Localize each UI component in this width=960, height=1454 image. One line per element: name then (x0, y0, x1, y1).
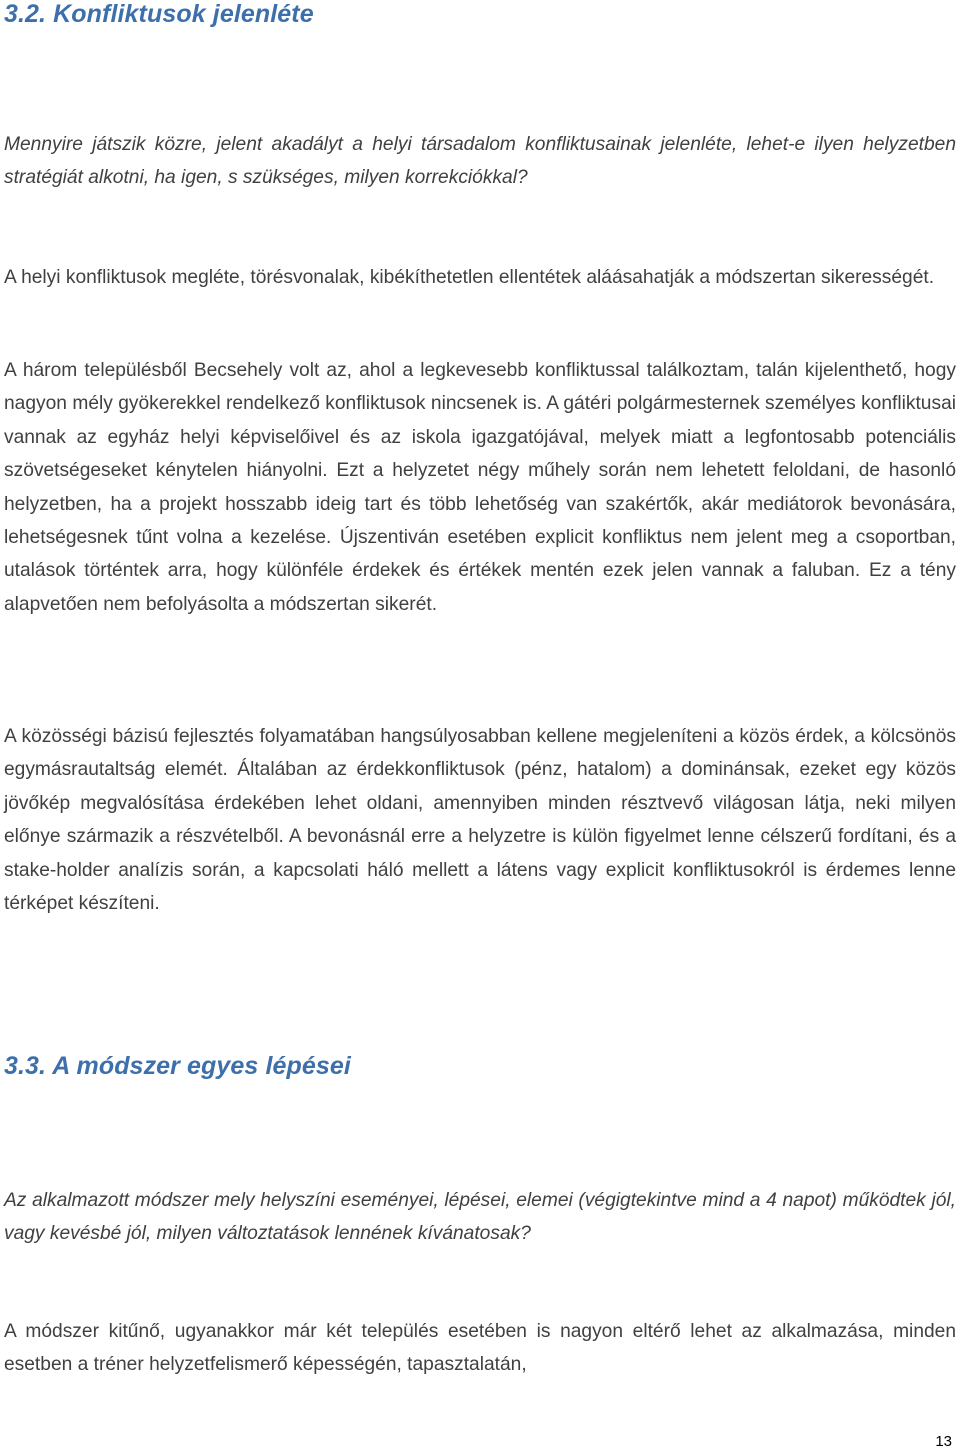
section-heading-3-2: 3.2. Konfliktusok jelenléte (4, 0, 314, 28)
section-1-paragraph-block-3 (4, 720, 956, 920)
section-heading-3-3: 3.3. A módszer egyes lépései (4, 1052, 351, 1080)
section-1-question-block (4, 128, 956, 195)
section-1-question: Mennyire játszik közre, jelent akadályt a helyi társadalom konfliktusainak jelenléte, lehet-e ilyen helyzetben stratégiát alkotni, ha igen, s szükséges, milyen korrekciókkal? (4, 134, 956, 189)
section-1-paragraph: A közösségi bázisú fejlesztés folyamatában hangsúlyosabban kellene megjeleníteni a közös érdek, a kölcsönös egymásrautaltság elemét. Általában az érdekkonfliktusok (pénz, hatalom) a dominánsak, ezeket egy közös jövőkép megvalósítása érdekében lehet oldani, amennyiben minden résztvevő világosan látja, neki milyen előnye származik a részvételből. A bevonásnál erre a helyzetre is külön figyelmet lenne célszerű fordítani, és a stake-holder analízis során, a kapcsolati háló mellett a látens vagy explicit konfliktusokról is érdemes lenne térképet készíteni. (4, 726, 956, 915)
section-1-paragraph: A három településből Becsehely volt az, ahol a legkevesebb konfliktussal találkoztam, talán kijelenthető, hogy nagyon mély gyökerekkel rendelkező konfliktusok nincsenek is. A gátéri polgármesternek személyes konfliktusai vannak az egyház helyi képviselőivel és az iskola igazgatójával, melyek miatt a legfontosabb potenciális szövetségeseket kénytelen hiányolni. Ezt a helyzetet négy műhely során nem lehetett feloldani, de hasonló helyzetben, ha a projekt hosszabb ideig tart és több lehetőség van szakértők, akár mediátorok bevonására, lehetségesnek tűnt volna a kezelése. Újszentiván esetében explicit konfliktus nem jelent meg a csoportban, utalások történtek arra, hogy különféle érdekek és értékek mentén ezek jelen vannak a faluban. Ez a tény alapvetően nem befolyásolta a módszertan sikerét. (4, 360, 956, 615)
section-2-paragraph: A módszer kitűnő, ugyanakkor már két település esetében is nagyon eltérő lehet az alkalmazása, minden esetben a tréner helyzetfelismerő képességén, tapasztalatán, (4, 1321, 956, 1376)
section-2-paragraph-block-1 (4, 1315, 956, 1382)
page-number: 13 (935, 1433, 952, 1450)
section-1-paragraph: A helyi konfliktusok megléte, törésvonalak, kibékíthetetlen ellentétek aláásahatják a módszertan sikerességét. (4, 267, 935, 288)
section-1-paragraph-block-2 (4, 354, 956, 621)
section-2-question-block (4, 1184, 956, 1251)
section-1-paragraph-block-1 (4, 261, 956, 294)
section-2-question: Az alkalmazott módszer mely helyszíni eseményei, lépései, elemei (végigtekintve mind a 4 napot) működtek jól, vagy kevésbé jól, milyen változtatások lennének kívánatosak? (4, 1190, 956, 1245)
